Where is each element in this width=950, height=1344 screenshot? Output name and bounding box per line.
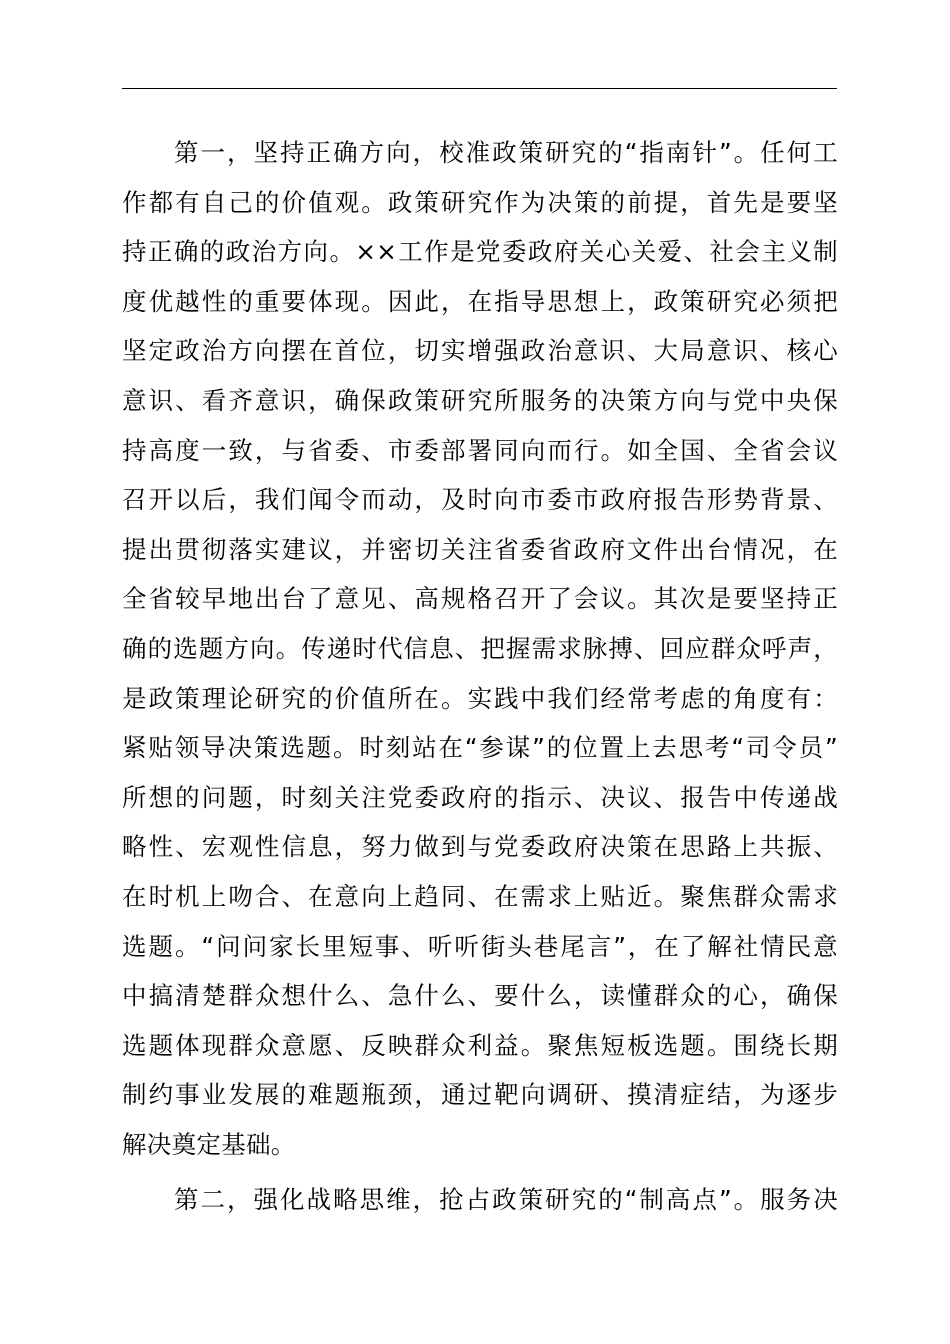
paragraph-1-line-21: 解决奠定基础。 (122, 1129, 296, 1159)
paragraph-1-line-4: 度优越性的重要体现。因此，在指导思想上，政策研究必须把 (122, 286, 838, 316)
paragraph-1-line-11: 确的选题方向。传递时代信息、把握需求脉搏、回应群众呼声， (122, 633, 838, 663)
paragraph-1-line-10: 全省较早地出台了意见、高规格召开了会议。其次是要坚持正 (122, 584, 838, 614)
body-text (122, 128, 838, 1225)
paragraph-1-line-3: 持正确的政治方向。××工作是党委政府关心关爱、社会主义制 (122, 237, 838, 267)
paragraph-1-line-2: 作都有自己的价值观。政策研究作为决策的前提，首先是要坚 (122, 187, 838, 217)
paragraph-1-line-7: 持高度一致，与省委、市委部署同向而行。如全国、全省会议 (122, 435, 838, 465)
paragraph-1-line-17: 选题。“问问家长里短事、听听街头巷尾言”，在了解社情民意 (122, 931, 838, 961)
header-rule (122, 88, 837, 89)
paragraph-1-line-1: 第一，坚持正确方向，校准政策研究的“指南针”。任何工 (174, 138, 838, 167)
paragraph-1-line-18: 中搞清楚群众想什么、急什么、要什么，读懂群众的心，确保 (122, 981, 838, 1011)
paragraph-1-line-20: 制约事业发展的难题瓶颈，通过靶向调研、摸清症结，为逐步 (122, 1080, 838, 1110)
paragraph-1-line-16: 在时机上吻合、在意向上趋同、在需求上贴近。聚焦群众需求 (122, 881, 838, 911)
paragraph-2-line-1: 第二，强化战略思维，抢占政策研究的“制高点”。服务决 (174, 1185, 838, 1215)
paragraph-1-line-9: 提出贯彻落实建议，并密切关注省委省政府文件出台情况，在 (122, 534, 838, 564)
paragraph-1-line-19: 选题体现群众意愿、反映群众利益。聚焦短板选题。围绕长期 (122, 1030, 838, 1060)
paragraph-1-line-15: 略性、宏观性信息，努力做到与党委政府决策在思路上共振、 (122, 832, 838, 862)
paragraph-1-line-8: 召开以后，我们闻令而动，及时向市委市政府报告形势背景、 (122, 485, 838, 515)
paragraph-1-line-5: 坚定政治方向摆在首位，切实增强政治意识、大局意识、核心 (122, 336, 838, 366)
paragraph-1-line-6: 意识、看齐意识，确保政策研究所服务的决策方向与党中央保 (122, 385, 838, 415)
paragraph-1-line-12: 是政策理论研究的价值所在。实践中我们经常考虑的角度有： (122, 683, 838, 713)
paragraph-1-line-13: 紧贴领导决策选题。时刻站在“参谋”的位置上去思考“司令员” (122, 733, 838, 763)
paragraph-1-line-14: 所想的问题，时刻关注党委政府的指示、决议、报告中传递战 (122, 782, 838, 812)
